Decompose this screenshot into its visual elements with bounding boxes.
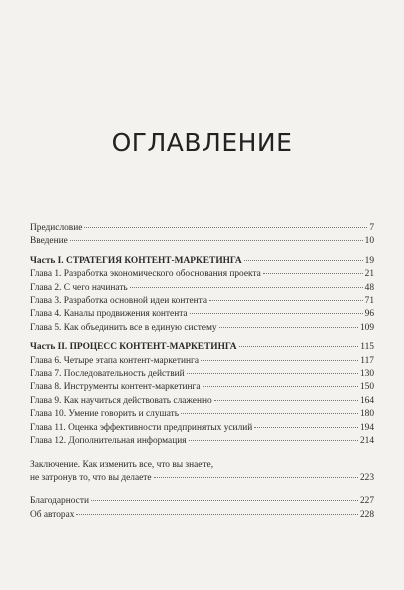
toc-entry-label: Глава 11. Оценка эффективности предпринятых усилий bbox=[30, 422, 253, 433]
toc-entry-acknowledgements bbox=[30, 495, 374, 508]
toc-entry-page: 109 bbox=[359, 322, 374, 333]
toc-chapter-2 bbox=[30, 282, 374, 295]
toc-chapter-7 bbox=[30, 368, 374, 381]
leader-dots bbox=[84, 227, 367, 228]
toc-entry-label: Глава 10. Умение говорить и слушать bbox=[30, 409, 180, 420]
toc-chapter-11 bbox=[30, 422, 374, 435]
toc-entry-page: 227 bbox=[359, 496, 374, 507]
toc-entry-label: Глава 4. Каналы продвижения контента bbox=[30, 309, 188, 320]
leader-dots bbox=[190, 313, 363, 314]
leader-dots bbox=[187, 373, 358, 374]
toc-entry-label: Глава 9. Как научиться действовать слаженно bbox=[30, 395, 212, 406]
toc-part-page: 115 bbox=[360, 342, 374, 353]
toc-chapter-1 bbox=[30, 268, 374, 281]
toc-chapter-4 bbox=[30, 308, 374, 321]
toc-entry-page: 150 bbox=[359, 382, 374, 393]
toc-entry-page: 180 bbox=[359, 409, 374, 420]
toc-entry-page: 48 bbox=[364, 282, 374, 293]
leader-dots bbox=[154, 477, 358, 478]
toc-entry-label: Глава 6. Четыре этапа контент-маркетинга bbox=[30, 355, 199, 366]
toc-entry-label-line2: не затронув то, что вы делаете bbox=[30, 472, 152, 483]
toc-entry-page: 130 bbox=[359, 369, 374, 380]
toc-chapter-10 bbox=[30, 408, 374, 421]
toc-entry-conclusion bbox=[30, 459, 374, 486]
toc-entry-label: Глава 5. Как объединить все в единую систему bbox=[30, 322, 217, 333]
toc-part-page: 19 bbox=[364, 255, 374, 266]
toc-entry-page: 223 bbox=[359, 472, 374, 483]
toc-entry-label: Глава 1. Разработка экономического обоснования проекта bbox=[30, 269, 261, 280]
toc-entry-about-authors bbox=[30, 509, 374, 522]
toc-entry-label: Предисловие bbox=[30, 223, 83, 233]
leader-dots bbox=[263, 273, 363, 274]
leader-dots bbox=[189, 440, 358, 441]
toc-entry-page: 164 bbox=[359, 395, 374, 406]
toc-entry-label: Глава 7. Последовательность действий bbox=[30, 369, 185, 380]
toc-part-2 bbox=[30, 341, 374, 354]
leader-dots bbox=[254, 427, 358, 428]
toc-entry-page: 10 bbox=[364, 236, 374, 247]
toc-part-1 bbox=[30, 255, 374, 268]
leader-dots bbox=[214, 400, 358, 401]
toc-entry-page: 7 bbox=[369, 223, 374, 233]
toc-entry-page: 71 bbox=[364, 296, 374, 307]
toc-entry-preface bbox=[30, 222, 374, 235]
table-of-contents bbox=[30, 222, 374, 522]
toc-entry-page: 194 bbox=[359, 422, 374, 433]
toc-entry-page: 117 bbox=[360, 355, 374, 366]
leader-dots bbox=[91, 500, 358, 501]
toc-entry-page: 96 bbox=[364, 309, 374, 320]
toc-chapter-9 bbox=[30, 395, 374, 408]
leader-dots bbox=[70, 240, 363, 241]
toc-entry-page: 21 bbox=[364, 269, 374, 280]
toc-entry-label-line1: Заключение. Как изменить все, что вы знаете, bbox=[30, 459, 214, 470]
toc-chapter-8 bbox=[30, 381, 374, 394]
toc-entry-page: 214 bbox=[359, 436, 374, 447]
leader-dots bbox=[219, 327, 358, 328]
leader-dots bbox=[209, 300, 363, 301]
toc-chapter-3 bbox=[30, 295, 374, 308]
leader-dots bbox=[130, 287, 363, 288]
toc-chapter-6 bbox=[30, 355, 374, 368]
toc-entry-label: Глава 8. Инструменты контент-маркетинга bbox=[30, 382, 201, 393]
toc-entry-label: Глава 3. Разработка основной идеи контента bbox=[30, 296, 208, 307]
toc-part-label: Часть I. СТРАТЕГИЯ КОНТЕНТ-МАРКЕТИНГА bbox=[30, 255, 242, 266]
toc-entry-label: Введение bbox=[30, 236, 68, 247]
page-title: ОГЛАВЛЕНИЕ bbox=[111, 128, 293, 157]
toc-chapter-12 bbox=[30, 435, 374, 448]
toc-entry-page: 228 bbox=[359, 509, 374, 520]
toc-entry-label: Об авторах bbox=[30, 509, 75, 520]
leader-dots bbox=[239, 346, 359, 347]
toc-entry-label: Глава 2. С чего начинать bbox=[30, 282, 128, 293]
toc-entry-introduction bbox=[30, 235, 374, 248]
toc-part-label: Часть II. ПРОЦЕСС КОНТЕНТ-МАРКЕТИНГА bbox=[30, 342, 237, 353]
leader-dots bbox=[76, 514, 358, 515]
toc-chapter-5 bbox=[30, 322, 374, 335]
leader-dots bbox=[244, 260, 363, 261]
toc-entry-label: Благодарности bbox=[30, 496, 89, 507]
leader-dots bbox=[203, 386, 358, 387]
leader-dots bbox=[201, 360, 358, 361]
toc-entry-label: Глава 12. Дополнительная информация bbox=[30, 436, 187, 447]
leader-dots bbox=[181, 413, 358, 414]
